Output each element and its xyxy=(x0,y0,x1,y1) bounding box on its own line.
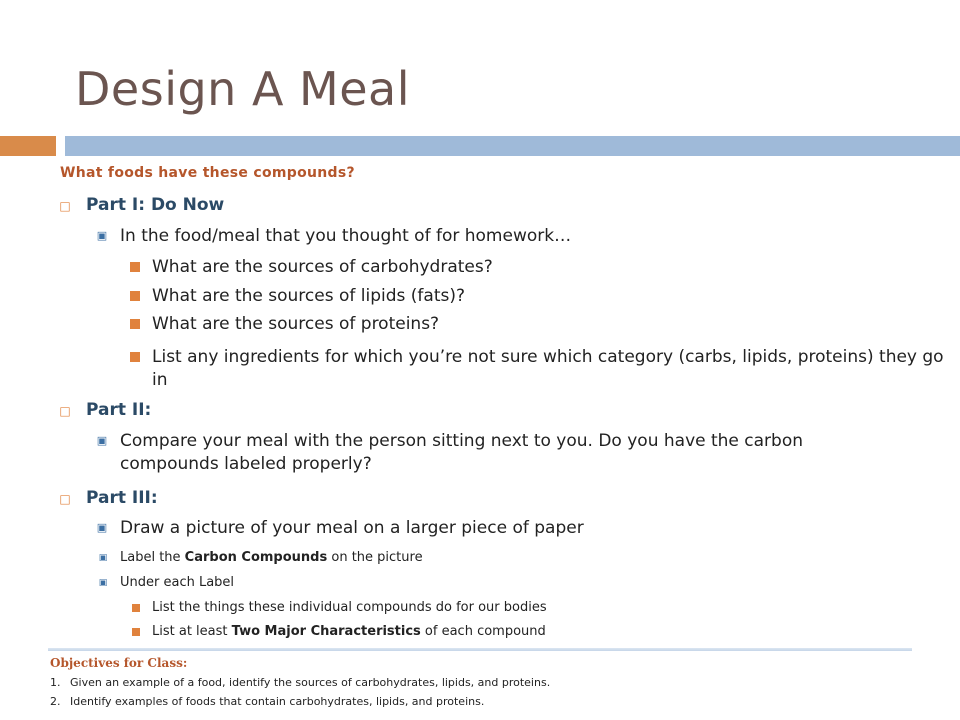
objective-text: Given an example of a food, identify the sources of carbohydrates, lipids, and proteins. xyxy=(70,676,551,689)
part3-under-item-2 xyxy=(152,624,546,639)
title-accent-bar-blue xyxy=(65,136,960,156)
part1-item: What are the sources of carbohydrates? xyxy=(152,257,493,277)
under-item-prefix: List at least xyxy=(152,624,232,639)
slide-title: Design A Meal xyxy=(75,62,410,116)
under-item-suffix: of each compound xyxy=(420,624,546,639)
part2-sub: Compare your meal with the person sitting next to you. Do you have the carbon compounds labeled properly? xyxy=(120,431,804,474)
slide-subtitle: What foods have these compounds? xyxy=(60,165,355,181)
part1-item-row xyxy=(130,313,950,336)
filled-square-bullet-icon xyxy=(130,291,140,301)
part1-heading: Part I: Do Now xyxy=(86,195,225,215)
part3-sub-row xyxy=(96,517,916,540)
part3-label-text xyxy=(120,550,423,565)
square-outline-bullet-icon: ▣ xyxy=(98,578,108,588)
part1-item: List any ingredients for which you’re not sure which category (carbs, lipids, proteins) they go in xyxy=(152,347,944,390)
part3-under-row xyxy=(98,575,898,590)
part1-item-row xyxy=(130,285,950,308)
filled-square-bullet-icon xyxy=(130,319,140,329)
label-bold: Carbon Compounds xyxy=(184,550,328,565)
objective-number: 1. xyxy=(50,676,61,689)
part2-heading: Part II: xyxy=(86,400,152,420)
filled-square-bullet-icon xyxy=(130,352,140,362)
part1-item-row xyxy=(130,256,950,279)
part2-sub-row xyxy=(96,430,896,476)
part3-under-item-row xyxy=(132,600,912,615)
part3-label-row xyxy=(98,550,898,565)
part1-item: What are the sources of lipids (fats)? xyxy=(152,286,465,306)
objective-number: 2. xyxy=(50,695,61,708)
label-prefix: Label the xyxy=(120,550,185,565)
square-outline-bullet-icon: ▣ xyxy=(96,521,108,534)
square-outline-bullet-icon: ▣ xyxy=(98,553,108,563)
part1-heading-row xyxy=(58,195,224,215)
under-item-bold: Two Major Characteristics xyxy=(231,624,421,639)
hollow-square-bullet-icon: □ xyxy=(59,404,71,418)
part2-heading-row xyxy=(58,400,151,420)
objectives-title: Objectives for Class: xyxy=(50,656,188,670)
objective-text: Identify examples of foods that contain carbohydrates, lipids, and proteins. xyxy=(70,695,485,708)
objective-item xyxy=(50,676,550,689)
objective-item xyxy=(50,695,484,708)
part3-under-item-row xyxy=(132,624,912,639)
part1-sub-row xyxy=(96,225,936,248)
part1-item: What are the sources of proteins? xyxy=(152,314,440,334)
filled-square-bullet-icon xyxy=(132,604,140,612)
part3-under: Under each Label xyxy=(120,575,235,590)
part3-sub: Draw a picture of your meal on a larger piece of paper xyxy=(120,518,584,538)
part1-sub: In the food/meal that you thought of for homework… xyxy=(120,226,572,246)
part3-under-item: List the things these individual compounds do for our bodies xyxy=(152,600,547,615)
footer-divider xyxy=(48,648,912,651)
hollow-square-bullet-icon: □ xyxy=(59,199,71,213)
title-accent-bar-orange xyxy=(0,136,56,156)
hollow-square-bullet-icon: □ xyxy=(59,492,71,506)
part3-heading-row xyxy=(58,488,158,508)
part1-item-row xyxy=(130,346,952,392)
square-outline-bullet-icon: ▣ xyxy=(96,434,108,447)
filled-square-bullet-icon xyxy=(132,628,140,636)
part3-heading: Part III: xyxy=(86,488,158,508)
square-outline-bullet-icon: ▣ xyxy=(96,229,108,242)
label-suffix: on the picture xyxy=(327,550,423,565)
filled-square-bullet-icon xyxy=(130,262,140,272)
